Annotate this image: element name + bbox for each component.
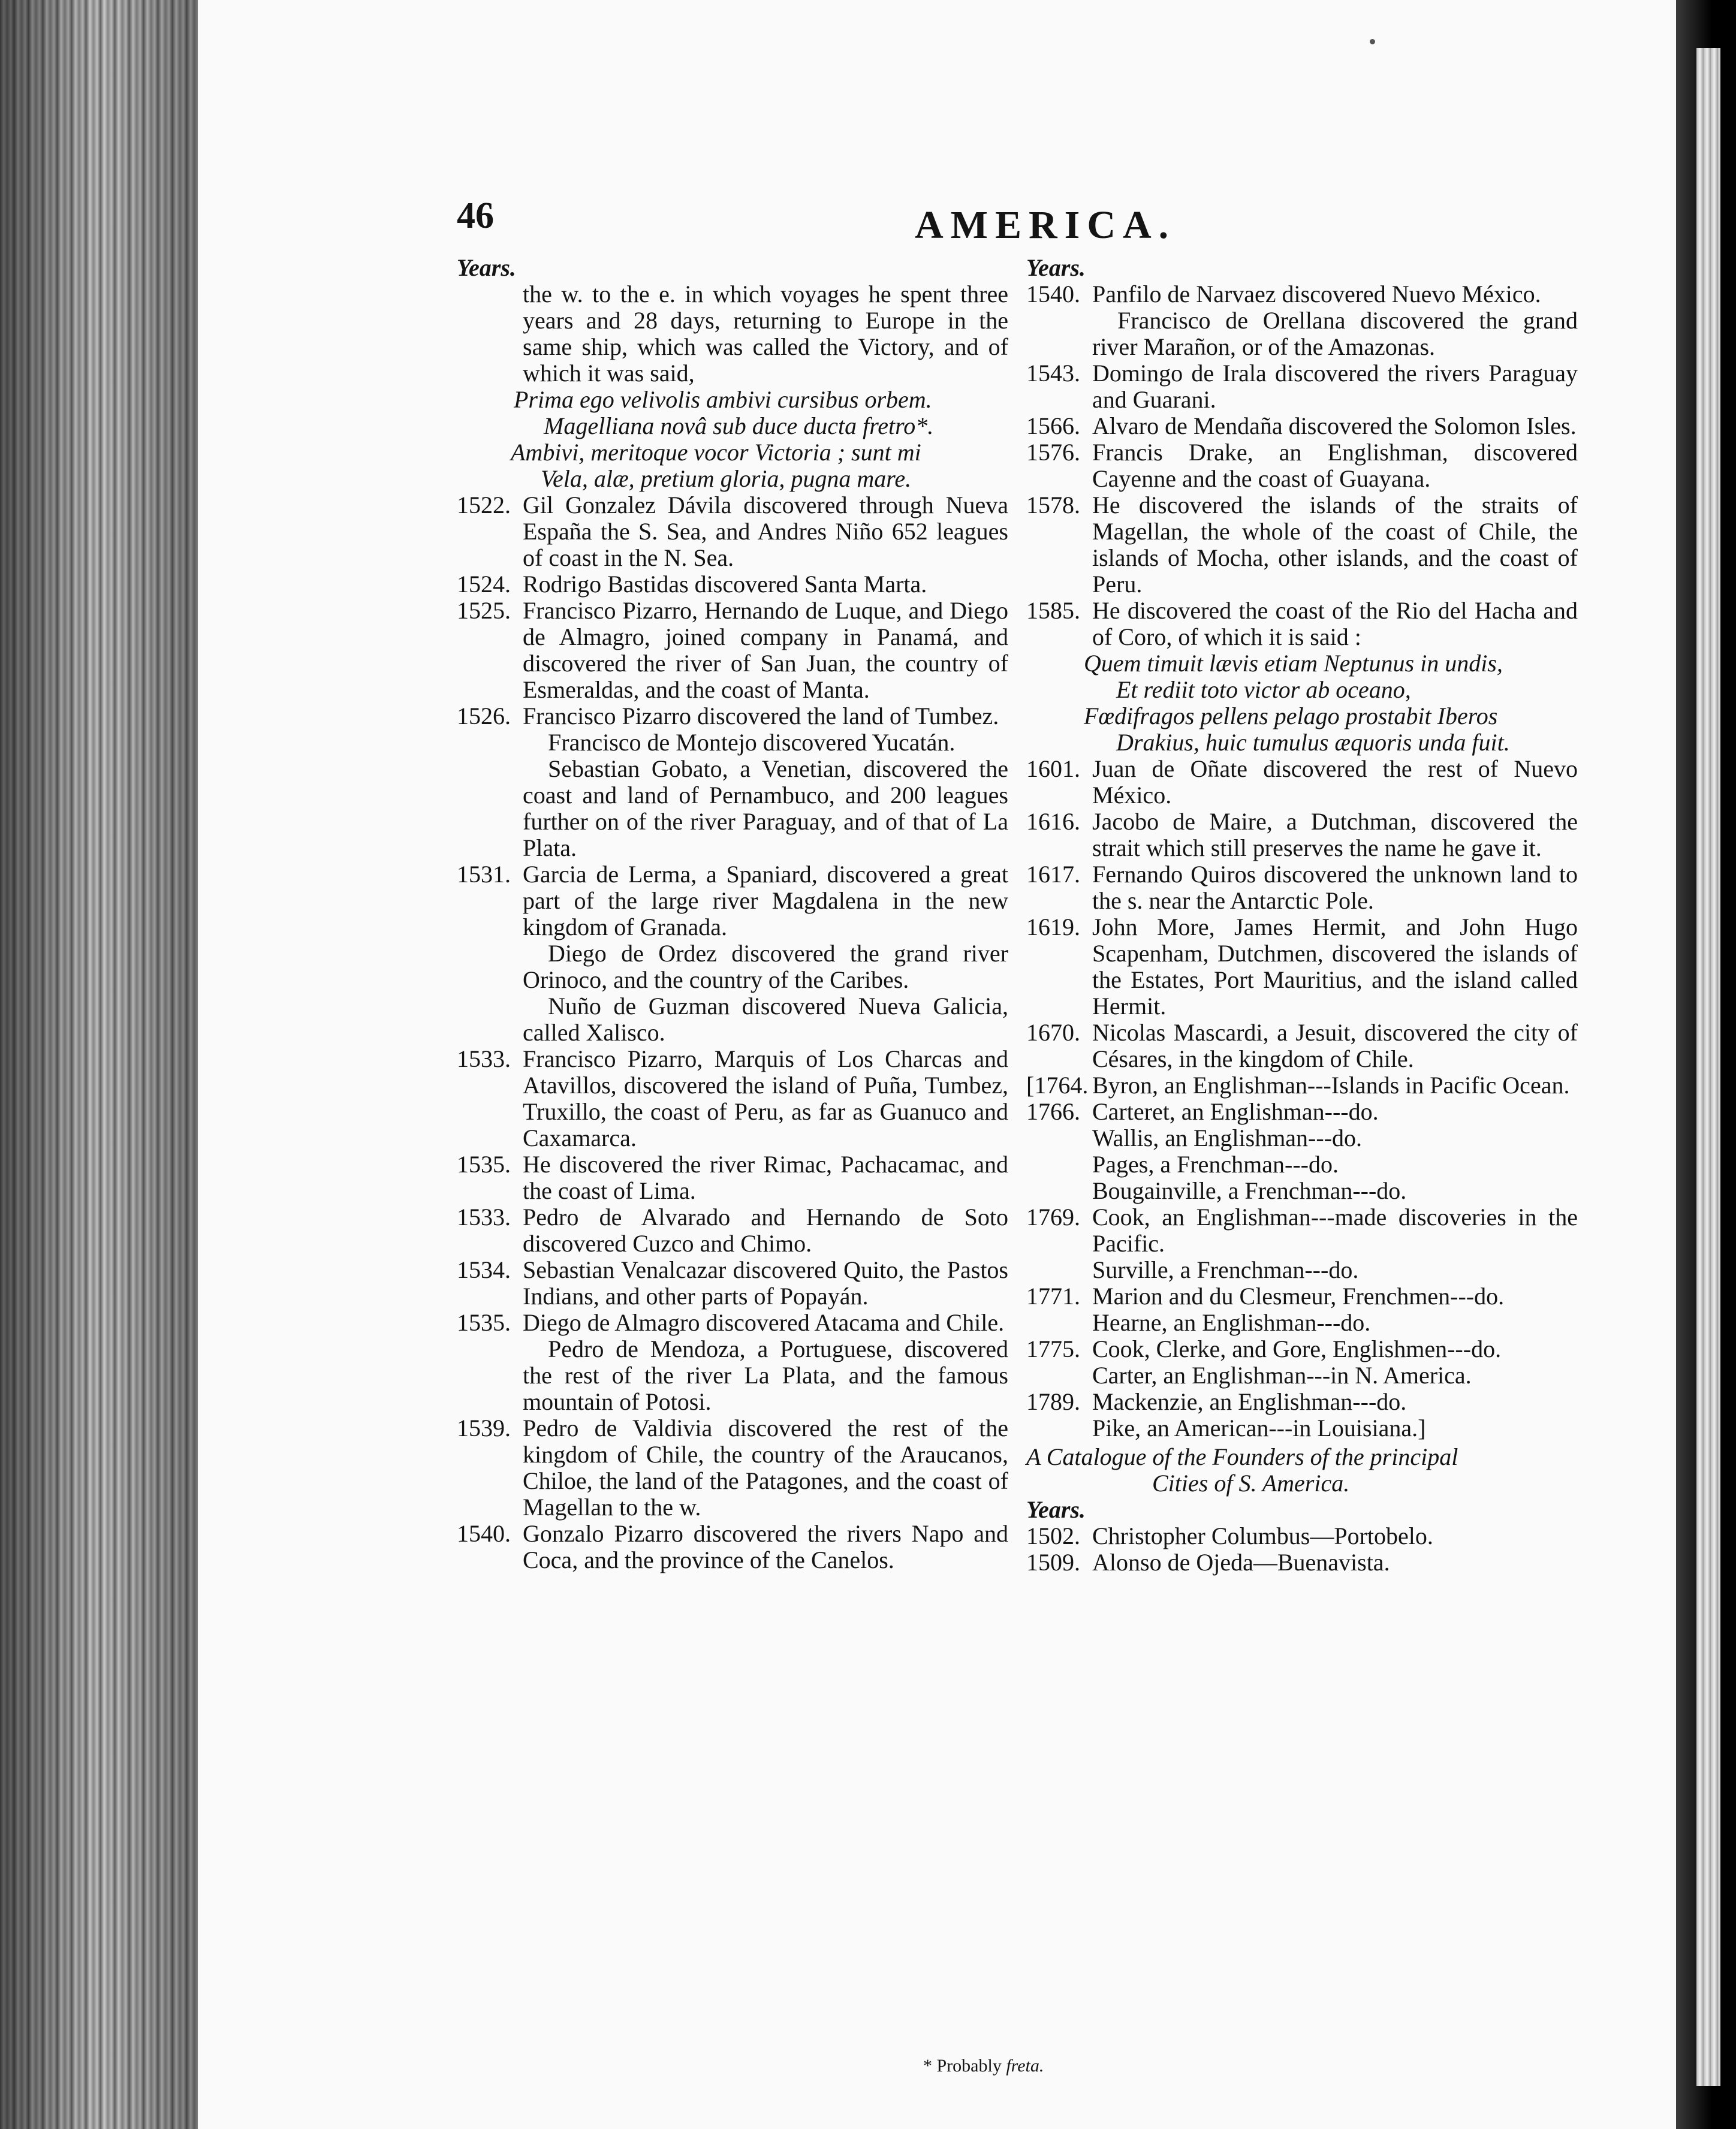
verse-line: Drakius, huic tumulus æquoris unda fuit. bbox=[1116, 729, 1510, 756]
entry bbox=[457, 571, 1008, 598]
entry: Nuño de Guzman discovered Nueva Galicia, called Xalisco. bbox=[523, 993, 1008, 1046]
entry-year: 1616. bbox=[1026, 808, 1080, 835]
entry-year: 1617. bbox=[1026, 861, 1080, 888]
entry-year: 1670. bbox=[1026, 1019, 1080, 1046]
entry-text: Fernando Quiros discovered the unknown land to the s. near the Antarctic Pole. bbox=[1092, 861, 1578, 914]
entry bbox=[457, 1151, 1008, 1204]
entry bbox=[1026, 413, 1578, 439]
entry bbox=[457, 861, 1008, 940]
entry-year: [1764. bbox=[1026, 1072, 1089, 1099]
verse-line: Prima ego velivolis ambivi cursibus orbem. bbox=[514, 386, 932, 413]
verse-line: Et rediit toto victor ab oceano, bbox=[1116, 676, 1411, 703]
entry-text: Carteret, an Englishman---do. bbox=[1092, 1098, 1379, 1125]
entry bbox=[457, 1310, 1008, 1336]
entry: Diego de Ordez discovered the grand river Orinoco, and the country of the Caribes. bbox=[523, 940, 1008, 993]
entry-text: Francis Drake, an Englishman, discovered Cayenne and the coast of Guayana. bbox=[1092, 439, 1578, 492]
entry-year: 1522. bbox=[457, 491, 511, 518]
entry: Bougainville, a Frenchman---do. bbox=[1092, 1177, 1407, 1204]
entry-text: Alonso de Ojeda—Buenavista. bbox=[1092, 1549, 1390, 1576]
catalogue-heading: A Catalogue of the Founders of the principal bbox=[1026, 1443, 1458, 1470]
entry-year: 1525. bbox=[457, 597, 511, 624]
entry-text: Nicolas Mascardi, a Jesuit, discovered the city of Césares, in the kingdom of Chile. bbox=[1092, 1019, 1578, 1072]
entry-text: Garcia de Lerma, a Spaniard, discovered a great part of the large river Magdalena in the new kingdom of Granada. bbox=[523, 861, 1008, 940]
right-column bbox=[1026, 255, 1578, 1576]
entry-year: 1534. bbox=[457, 1256, 511, 1283]
entry: Sebastian Gobato, a Venetian, discovered the coast and land of Pernambuco, and 200 leagues further on of the river Paraguay, and of that of La Plata. bbox=[523, 755, 1008, 861]
entry-text: Jacobo de Maire, a Dutchman, discovered the strait which still preserves the name he gave it. bbox=[1092, 808, 1578, 861]
entry: Francisco de Montejo discovered Yucatán. bbox=[548, 729, 956, 756]
entry bbox=[457, 492, 1008, 571]
entry-year: 1543. bbox=[1026, 360, 1080, 387]
entry-year: 1531. bbox=[457, 861, 511, 888]
entry-text: Pedro de Valdivia discovered the rest of the kingdom of Chile, the country of the Araucanos, Chiloe, the land of the Patagones, and the coast of Magellan to the w. bbox=[523, 1415, 1008, 1521]
catalogue-heading-cont: Cities of S. America. bbox=[1152, 1470, 1350, 1497]
entry bbox=[1026, 439, 1578, 492]
entry-year: 1539. bbox=[457, 1415, 511, 1442]
entry-year: 1533. bbox=[457, 1204, 511, 1231]
entry-text: Francisco Pizarro, Hernando de Luque, and Diego de Almagro, joined company in Panamá, and discovered the river of San Juan, the country of Esmeraldas, and the coast of Manta. bbox=[523, 597, 1008, 703]
entry: Carter, an Englishman---in N. America. bbox=[1092, 1362, 1472, 1389]
entry bbox=[457, 1257, 1008, 1310]
entry bbox=[1026, 281, 1578, 307]
verse-line: Quem timuit lævis etiam Neptunus in undis, bbox=[1084, 650, 1503, 677]
entry bbox=[457, 1415, 1008, 1521]
years-label: Years. bbox=[1026, 254, 1086, 281]
entry-year: 1540. bbox=[457, 1520, 511, 1547]
entry-year: 1619. bbox=[1026, 913, 1080, 940]
left-column bbox=[457, 255, 1008, 1573]
entry-year: 1578. bbox=[1026, 491, 1080, 518]
verse-line: Magelliana novâ sub duce ducta fretro*. bbox=[544, 412, 934, 439]
entry-text: Christopher Columbus—Portobelo. bbox=[1092, 1522, 1433, 1549]
entry bbox=[457, 1521, 1008, 1573]
entry-text: Cook, Clerke, and Gore, Englishmen---do. bbox=[1092, 1335, 1502, 1362]
footnote-word: freta. bbox=[1006, 2056, 1044, 2076]
entry bbox=[1026, 1204, 1578, 1257]
entry-text: Byron, an Englishman---Islands in Pacific Ocean. bbox=[1092, 1072, 1570, 1099]
entry-text: Francisco Pizarro discovered the land of Tumbez. bbox=[523, 702, 999, 729]
entry bbox=[1026, 861, 1578, 914]
entry bbox=[1026, 809, 1578, 861]
continued-entry: the w. to the e. in which voyages he spent three years and 28 days, returning to Europe in the same ship, which was called the Victory, and of which it was said, bbox=[523, 281, 1008, 387]
entry-text: Juan de Oñate discovered the rest of Nuevo México. bbox=[1092, 755, 1578, 809]
page-number: 46 bbox=[457, 195, 494, 236]
entry-year: 1540. bbox=[1026, 281, 1080, 307]
running-title: AMERICA. bbox=[915, 203, 1176, 247]
entry bbox=[1026, 598, 1578, 650]
entry-year: 1502. bbox=[1026, 1522, 1080, 1549]
verse-line: Fœdifragos pellens pelago prostabit Iberos bbox=[1084, 702, 1498, 729]
entry-year: 1535. bbox=[457, 1309, 511, 1336]
verse-line: Ambivi, meritoque vocor Victoria ; sunt mi bbox=[511, 439, 921, 466]
entry-text: Domingo de Irala discovered the rivers Paraguay and Guarani. bbox=[1092, 360, 1578, 413]
entry-year: 1566. bbox=[1026, 412, 1080, 439]
entry-year: 1526. bbox=[457, 702, 511, 729]
entry-year: 1535. bbox=[457, 1151, 511, 1178]
entry-year: 1789. bbox=[1026, 1388, 1080, 1415]
spine-shadow bbox=[0, 0, 198, 2129]
entry-year: 1576. bbox=[1026, 439, 1080, 466]
entry: Surville, a Frenchman---do. bbox=[1092, 1256, 1359, 1283]
entry-year: 1601. bbox=[1026, 755, 1080, 782]
entry-text: Francisco Pizarro, Marquis of Los Charcas and Atavillos, discovered the island of Puña, Tumbez, Truxillo, the coast of Peru, as far as Guanuco and Caxamarca. bbox=[523, 1045, 1008, 1151]
entry-text: Gil Gonzalez Dávila discovered through Nueva España the S. Sea, and Andres Niño 652 leagues of coast in the N. Sea. bbox=[523, 491, 1008, 571]
verse-line: Vela, alæ, pretium gloria, pugna mare. bbox=[541, 465, 912, 492]
entry-year: 1509. bbox=[1026, 1549, 1080, 1576]
entry bbox=[1026, 1020, 1578, 1072]
founder-entry bbox=[1026, 1549, 1578, 1576]
entry: Hearne, an Englishman---do. bbox=[1092, 1309, 1371, 1336]
entry: Pedro de Mendoza, a Portuguese, discovered the rest of the river La Plata, and the famous mountain of Potosi. bbox=[523, 1335, 1008, 1415]
entry-year: 1775. bbox=[1026, 1335, 1080, 1362]
years-label: Years. bbox=[457, 254, 516, 281]
entry bbox=[1026, 914, 1578, 1020]
entry bbox=[457, 1046, 1008, 1151]
entry: Wallis, an Englishman---do. bbox=[1092, 1124, 1363, 1151]
entry bbox=[1026, 1336, 1578, 1362]
entry-text: Sebastian Venalcazar discovered Quito, the Pastos Indians, and other parts of Popayán. bbox=[523, 1256, 1008, 1310]
footnote-mark: * Probably bbox=[923, 2056, 1002, 2076]
entry-year: 1533. bbox=[457, 1045, 511, 1072]
entry bbox=[1026, 756, 1578, 809]
entry-text: Panfilo de Narvaez discovered Nuevo México. bbox=[1092, 281, 1541, 307]
paper-speck bbox=[1370, 39, 1375, 44]
entry-text: Pedro de Alvarado and Hernando de Soto discovered Cuzco and Chimo. bbox=[523, 1204, 1008, 1257]
entry-year: 1766. bbox=[1026, 1098, 1080, 1125]
entry-year: 1771. bbox=[1026, 1283, 1080, 1310]
entry bbox=[1026, 1283, 1578, 1310]
entry-text: Alvaro de Mendaña discovered the Solomon Isles. bbox=[1092, 412, 1577, 439]
entry-text: Mackenzie, an Englishman---do. bbox=[1092, 1388, 1407, 1415]
entry-text: Diego de Almagro discovered Atacama and Chile. bbox=[523, 1309, 1005, 1336]
entry-year: 1585. bbox=[1026, 597, 1080, 624]
footnote bbox=[923, 2056, 1044, 2076]
entry-year: 1524. bbox=[457, 571, 511, 598]
right-page-strip bbox=[1696, 48, 1720, 2086]
entry bbox=[457, 703, 1008, 729]
entry bbox=[1026, 360, 1578, 413]
entry bbox=[1026, 1389, 1578, 1415]
entry-text: He discovered the river Rimac, Pachacamac, and the coast of Lima. bbox=[523, 1151, 1008, 1204]
entry bbox=[457, 598, 1008, 703]
entry-text: Rodrigo Bastidas discovered Santa Marta. bbox=[523, 571, 927, 598]
entry bbox=[1026, 1099, 1578, 1125]
entry: Francisco de Orellana discovered the grand river Marañon, or of the Amazonas. bbox=[1092, 307, 1578, 360]
founder-entry bbox=[1026, 1523, 1578, 1549]
entry-text: He discovered the islands of the straits of Magellan, the whole of the coast of Chile, the islands of Mocha, other islands, and the coast of Peru. bbox=[1092, 491, 1578, 598]
entry-text: He discovered the coast of the Rio del Hacha and of Coro, of which it is said : bbox=[1092, 597, 1578, 650]
entry-text: Cook, an Englishman---made discoveries in the Pacific. bbox=[1092, 1204, 1578, 1257]
entry: Pike, an American---in Louisiana.] bbox=[1092, 1415, 1426, 1442]
entry-text: Gonzalo Pizarro discovered the rivers Napo and Coca, and the province of the Canelos. bbox=[523, 1520, 1008, 1573]
years-label: Years. bbox=[1026, 1496, 1086, 1523]
entry bbox=[457, 1204, 1008, 1257]
entry bbox=[1026, 1072, 1578, 1099]
entry-text: John More, James Hermit, and John Hugo Scapenham, Dutchmen, discovered the islands of the Estates, Port Mauritius, and the island called Hermit. bbox=[1092, 913, 1578, 1020]
entry bbox=[1026, 492, 1578, 598]
entry: Pages, a Frenchman---do. bbox=[1092, 1151, 1339, 1178]
entry-text: Marion and du Clesmeur, Frenchmen---do. bbox=[1092, 1283, 1505, 1310]
entry-year: 1769. bbox=[1026, 1204, 1080, 1231]
